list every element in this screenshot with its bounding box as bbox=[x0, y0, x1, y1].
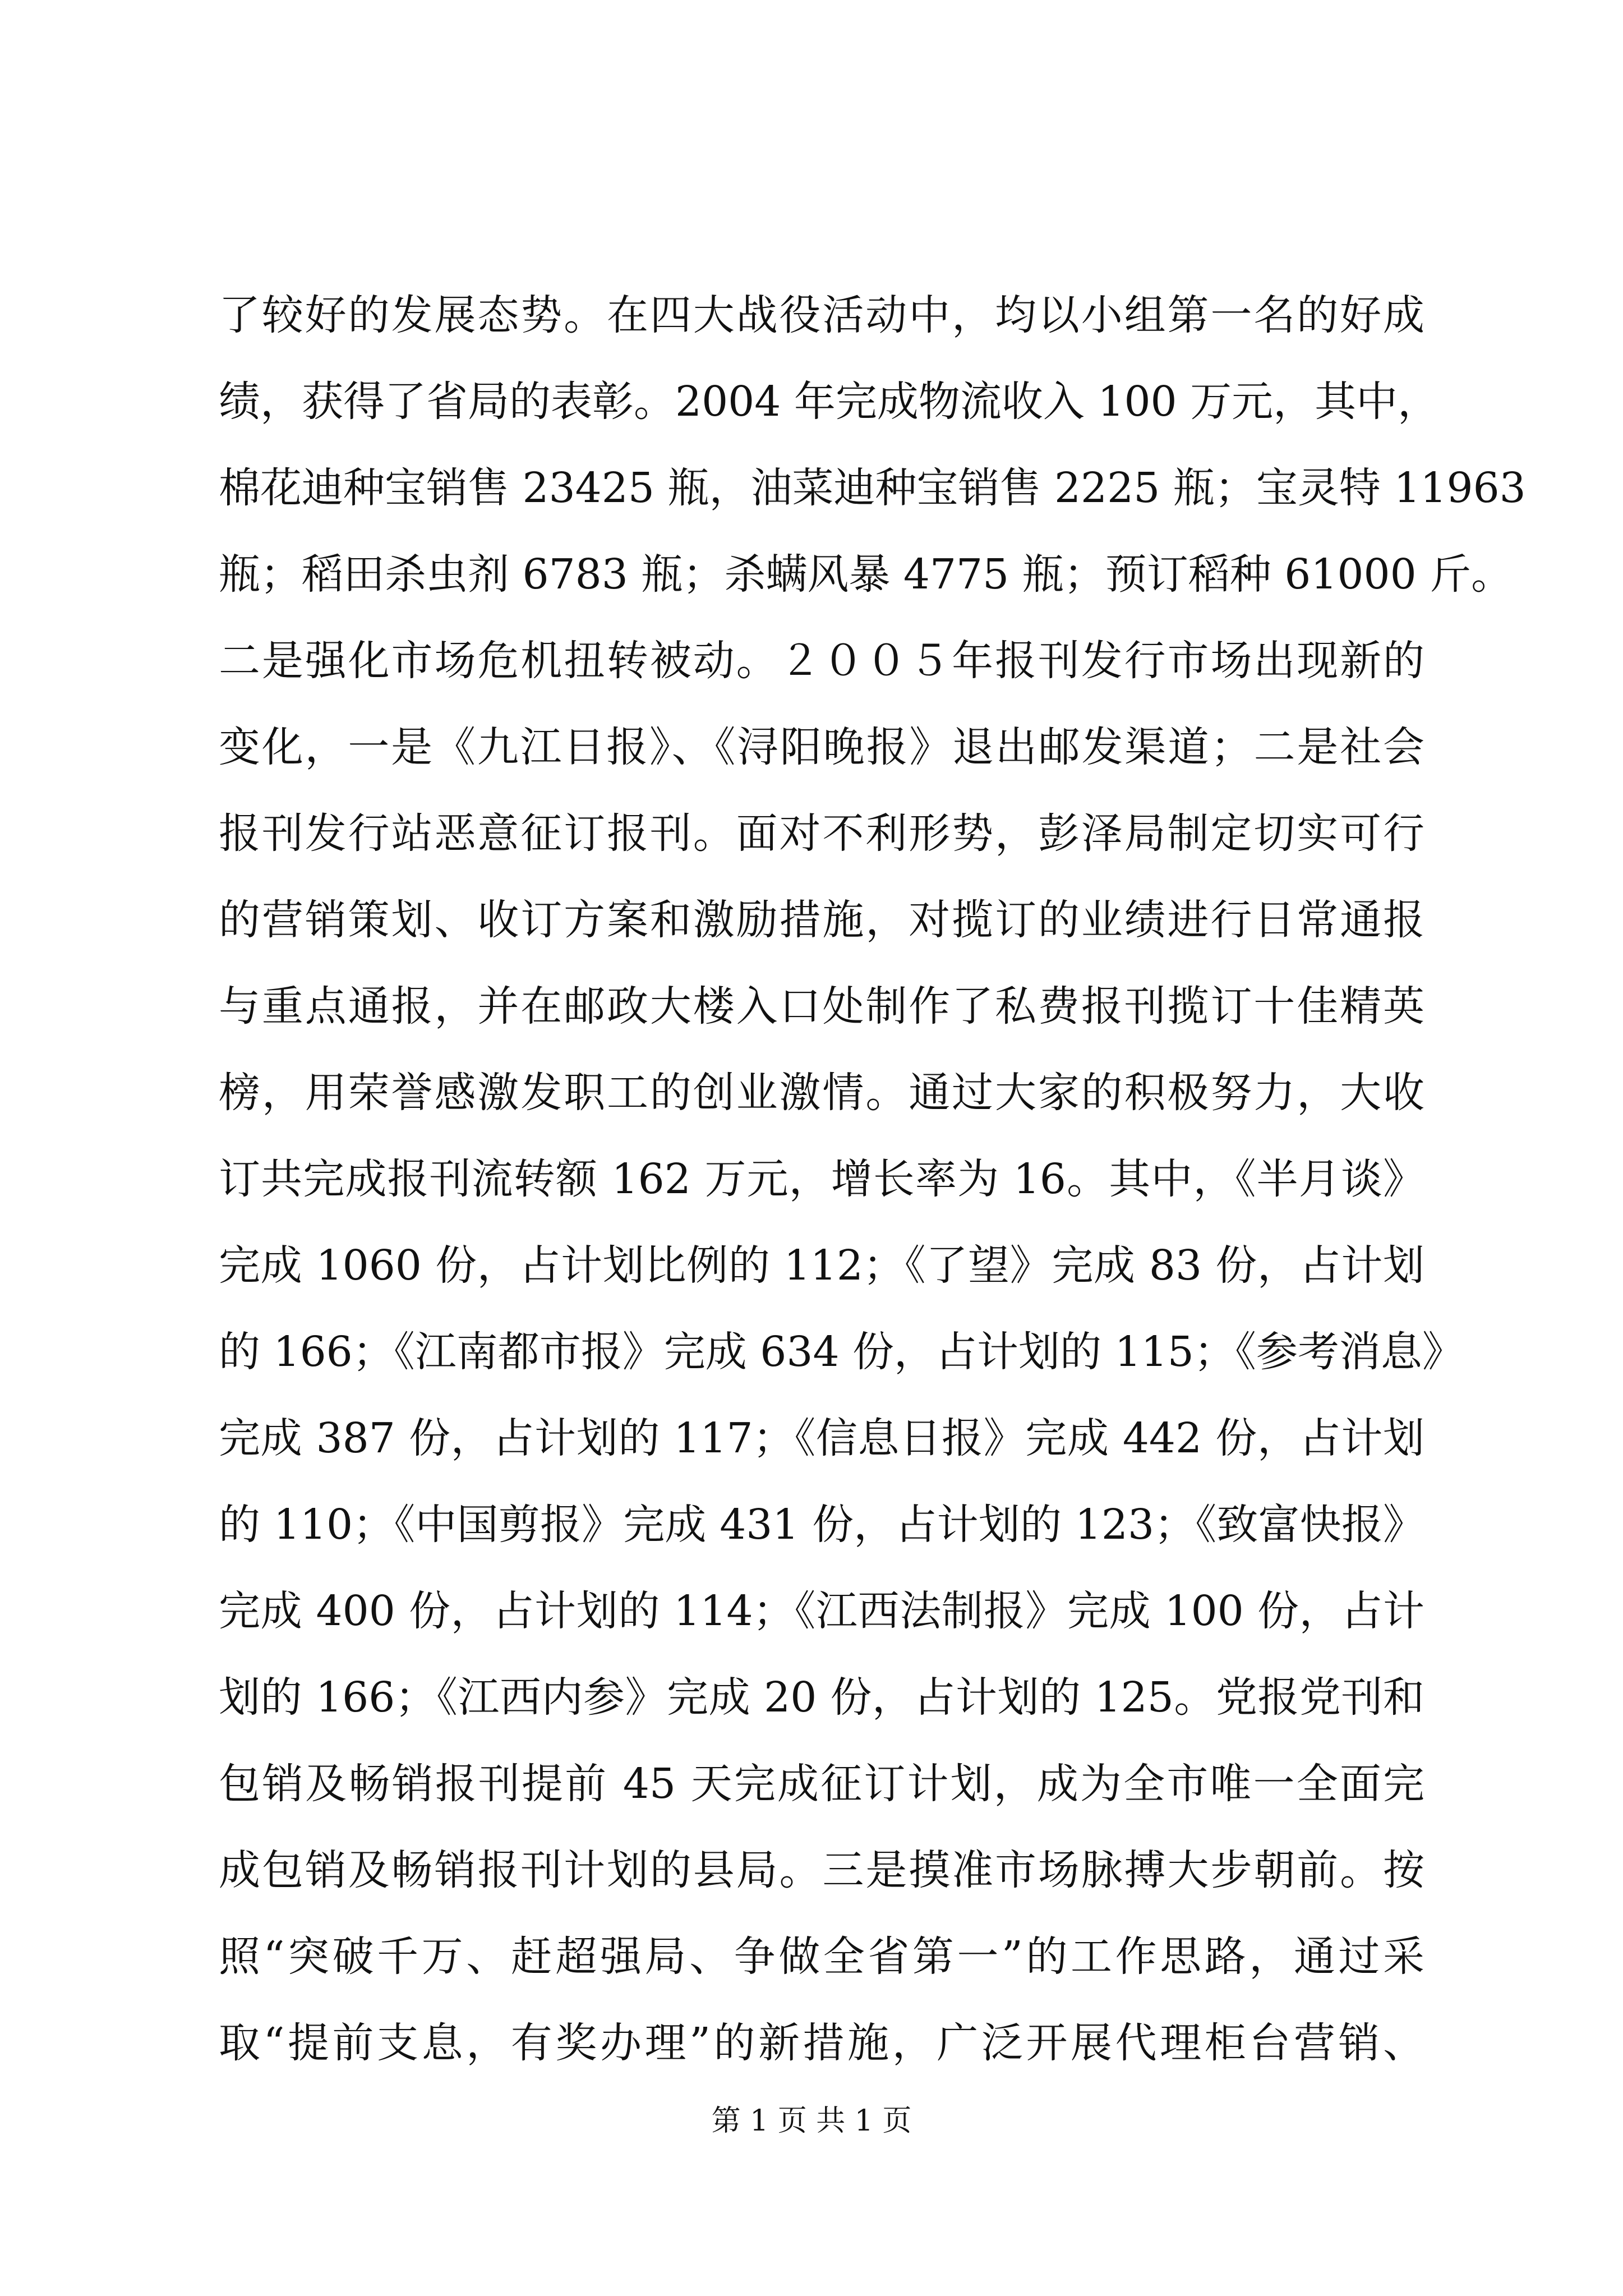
text-line: 划的 166；《江西内参》完成 20 份，占计划的 125。党报党刊和 bbox=[219, 1673, 1424, 1722]
text-line: 变化，一是《九江日报》、《浔阳晚报》退出邮发渠道；二是社会 bbox=[219, 723, 1424, 771]
text-line: 成包销及畅销报刊计划的县局。三是摸准市场脉搏大步朝前。按 bbox=[219, 1846, 1424, 1894]
text-line: 完成 1060 份，占计划比例的 112；《了望》完成 83 份，占计划 bbox=[219, 1241, 1424, 1290]
text-line: 榜，用荣誉感激发职工的创业激情。通过大家的积极努力，大收 bbox=[219, 1069, 1424, 1117]
text-line: 与重点通报，并在邮政大楼入口处制作了私费报刊揽订十佳精英 bbox=[219, 982, 1424, 1030]
body-paragraph bbox=[219, 272, 1526, 2086]
text-line: 棉花迪种宝销售 23425 瓶，油菜迪种宝销售 2225 瓶；宝灵特 11963 bbox=[219, 464, 1526, 512]
text-line: 取“提前支息，有奖办理”的新措施，广泛开展代理柜台营销、 bbox=[219, 2019, 1424, 2067]
text-line: 完成 400 份，占计划的 114；《江西法制报》完成 100 份，占计 bbox=[219, 1587, 1424, 1635]
text-line: 绩，获得了省局的表彰。2004 年完成物流收入 100 万元，其中， bbox=[219, 378, 1440, 426]
text-line: 的营销策划、收订方案和激励措施，对揽订的业绩进行日常通报 bbox=[219, 896, 1424, 944]
text-line: 包销及畅销报刊提前 45 天完成征订计划，成为全市唯一全面完 bbox=[219, 1760, 1424, 1808]
text-line: 报刊发行站恶意征订报刊。面对不利形势，彭泽局制定切实可行 bbox=[219, 809, 1424, 858]
page-number-footer: 第 1 页 共 1 页 bbox=[711, 2104, 912, 2138]
text-line: 订共完成报刊流转额 162 万元，增长率为 16。其中，《半月谈》 bbox=[219, 1155, 1424, 1203]
text-line: 了较好的发展态势。在四大战役活动中，均以小组第一名的好成 bbox=[219, 291, 1424, 339]
text-line: 瓶；稻田杀虫剂 6783 瓶；杀螨风暴 4775 瓶；预订稻种 61000 斤。 bbox=[219, 550, 1513, 599]
text-line: 的 166；《江南都市报》完成 634 份，占计划的 115；《参考消息》 bbox=[219, 1328, 1464, 1376]
text-line: 二是强化市场危机扭转被动。２００５年报刊发行市场出现新的 bbox=[219, 637, 1424, 685]
text-line: 的 110；《中国剪报》完成 431 份，占计划的 123；《致富快报》 bbox=[219, 1501, 1424, 1549]
text-line: 照“突破千万、赶超强局、争做全省第一”的工作思路，通过采 bbox=[219, 1932, 1424, 1981]
text-line: 完成 387 份，占计划的 117；《信息日报》完成 442 份，占计划 bbox=[219, 1414, 1424, 1462]
